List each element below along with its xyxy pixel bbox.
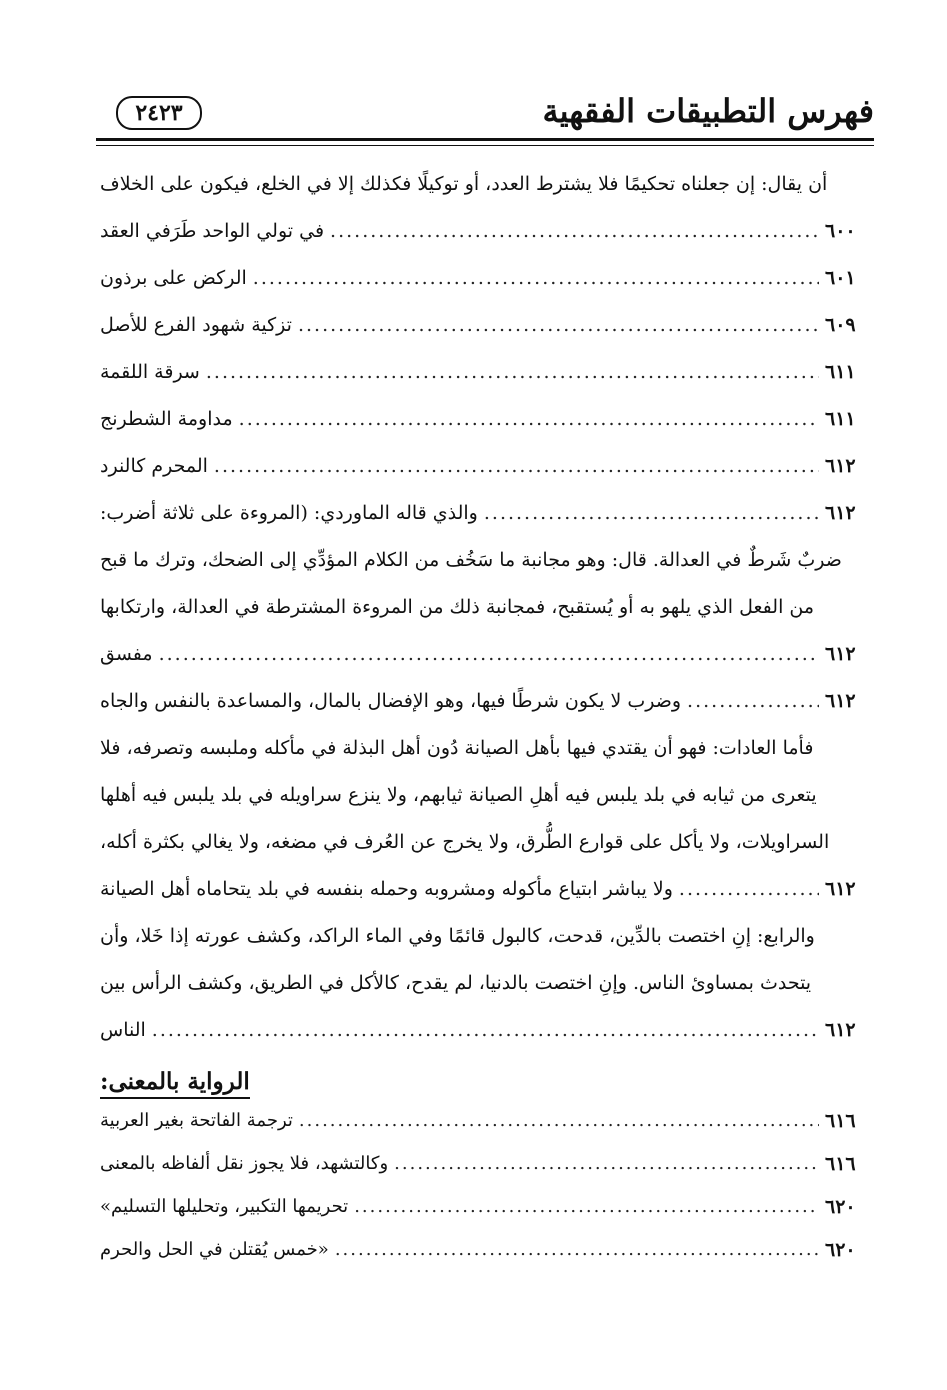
dot-leader <box>687 690 819 712</box>
index-entry <box>100 1185 875 1228</box>
index-entry <box>100 442 875 489</box>
index-entry <box>100 724 875 771</box>
entry-text: الركض على برذون <box>100 266 247 289</box>
entry-text: وكالتشهد، فلا يجوز نقل ألفاظه بالمعنى <box>100 1153 389 1174</box>
entry-page-number: ٦١٢ <box>825 1018 856 1041</box>
section-heading-text: الرواية بالمعنى: <box>100 1068 250 1099</box>
entry-text: السراويلات، ولا يأكل على قوارع الطُّرق، ولا يخرج عن العُرف في مضغه، ولا يغالي بكثرة أكله، <box>100 830 830 853</box>
index-entry <box>100 489 875 536</box>
index-entry <box>100 865 875 912</box>
index-entry <box>100 818 875 865</box>
entry-text: في تولي الواحد طَرَفي العقد <box>100 219 325 242</box>
entry-text: تحريمها التكبير، وتحليلها التسليم» <box>100 1196 349 1217</box>
entry-text: «خمس يُقتلن في الحل والحرم <box>100 1239 329 1260</box>
index-entry <box>100 395 875 442</box>
dot-leader <box>152 1019 819 1041</box>
entry-page-number: ٦١٦ <box>825 1152 856 1175</box>
index-entry <box>100 1142 875 1185</box>
index-entry <box>100 583 875 630</box>
entry-page-number: ٦٠٩ <box>825 313 856 336</box>
index-content <box>100 160 875 1271</box>
dot-leader <box>239 408 819 430</box>
entry-page-number: ٦٠٠ <box>825 219 856 242</box>
dot-leader <box>679 878 819 900</box>
entry-text: وضرب لا يكون شرطًا فيها، وهو الإفضال بالمال، والمساعدة بالنفس والجاه <box>100 689 682 712</box>
entry-page-number: ٦١٢ <box>825 877 856 900</box>
entry-text: المحرم كالنرد <box>100 454 208 477</box>
page-number-badge: ٢٤٢٣ <box>116 96 202 130</box>
entry-text: مفسق <box>100 642 153 665</box>
entry-text: يتحدث بمساوئ الناس. وإنِ اختصت بالدنيا، لم يقدح، كالأكل في الطريق، وكشف الرأس بين <box>100 971 812 994</box>
dot-leader <box>206 361 819 383</box>
index-entry <box>100 1006 875 1053</box>
entry-page-number: ٦٢٠ <box>825 1238 856 1261</box>
index-entry <box>100 301 875 348</box>
entry-page-number: ٦١٢ <box>825 689 856 712</box>
index-entries <box>100 160 875 1053</box>
entry-text: مداومة الشطرنج <box>100 407 233 430</box>
dot-leader <box>394 1153 819 1174</box>
index-entry <box>100 254 875 301</box>
entry-page-number: ٦٠١ <box>825 266 856 289</box>
entry-text: أن يقال: إن جعلناه تحكيمًا فلا يشترط العدد، أو توكيلًا فكذلك إلا في الخلع، فيكون على الخلاف <box>100 172 828 195</box>
entry-text: ولا يباشر ابتياع مأكوله ومشروبه وحمله بنفسه في بلد يتحاماه أهل الصيانة <box>100 877 673 900</box>
entry-page-number: ٦١١ <box>825 360 856 383</box>
dot-leader <box>214 455 819 477</box>
dot-leader <box>298 314 819 336</box>
entry-text: سرقة اللقمة <box>100 360 200 383</box>
entry-page-number: ٦٢٠ <box>825 1195 856 1218</box>
page-title: فهرس التطبيقات الفقهية <box>542 92 874 130</box>
entry-page-number: ٦١٢ <box>825 642 856 665</box>
dot-leader <box>484 502 819 524</box>
entry-page-number: ٦١١ <box>825 407 856 430</box>
entry-text: الناس <box>100 1018 146 1041</box>
index-entry <box>100 912 875 959</box>
entry-text: والرابع: إنِ اختصت بالدِّين، قدحت، كالبول قائمًا وفي الماء الراكد، وكشف عورته إذا خَلا، وأن <box>100 924 815 947</box>
entry-text: والذي قاله الماوردي: (المروءة على ثلاثة أضرب: <box>100 501 478 524</box>
entry-text: تزكية شهود الفرع للأصل <box>100 313 292 336</box>
entry-page-number: ٦١٢ <box>825 454 856 477</box>
index-entry <box>100 207 875 254</box>
header-rule-thin <box>96 145 874 146</box>
index-entries-section-2 <box>100 1099 875 1271</box>
page-header <box>96 92 874 136</box>
entry-text: فأما العادات: فهو أن يقتدي فيها بأهل الصيانة دُون أهل البذلة في مأكله وملبسه وتصرفه، فلا <box>100 736 814 759</box>
dot-leader <box>299 1110 819 1131</box>
dot-leader <box>159 643 819 665</box>
entry-page-number: ٦١٦ <box>825 1109 856 1132</box>
entry-text: ضربٌ شَرطٌ في العدالة. قال: وهو مجانبة ما سَخُف من الكلام المؤدِّي إلى الضحك، وترك ما قبح <box>100 548 842 571</box>
index-entry <box>100 160 875 207</box>
index-entry <box>100 1228 875 1271</box>
index-entry <box>100 536 875 583</box>
dot-leader <box>354 1196 819 1217</box>
entry-text: ترجمة الفاتحة بغير العربية <box>100 1110 293 1131</box>
section-heading <box>100 1055 875 1099</box>
index-entry <box>100 630 875 677</box>
entry-text: من الفعل الذي يلهو به أو يُستقبح، فمجانبة ذلك من المروءة المشترطة في العدالة، وارتكابها <box>100 595 815 618</box>
index-entry <box>100 959 875 1006</box>
header-rule-thick <box>96 138 874 141</box>
dot-leader <box>253 267 819 289</box>
dot-leader <box>330 220 819 242</box>
index-entry <box>100 1099 875 1142</box>
entry-text: يتعرى من ثيابه في بلد يلبس فيه أهلِ الصيانة ثيابهم، ولا ينزع سراويله في بلد يلبس فيه أهلها <box>100 783 817 806</box>
index-entry <box>100 771 875 818</box>
dot-leader <box>335 1239 819 1260</box>
index-entry <box>100 677 875 724</box>
entry-page-number: ٦١٢ <box>825 501 856 524</box>
index-entry <box>100 348 875 395</box>
